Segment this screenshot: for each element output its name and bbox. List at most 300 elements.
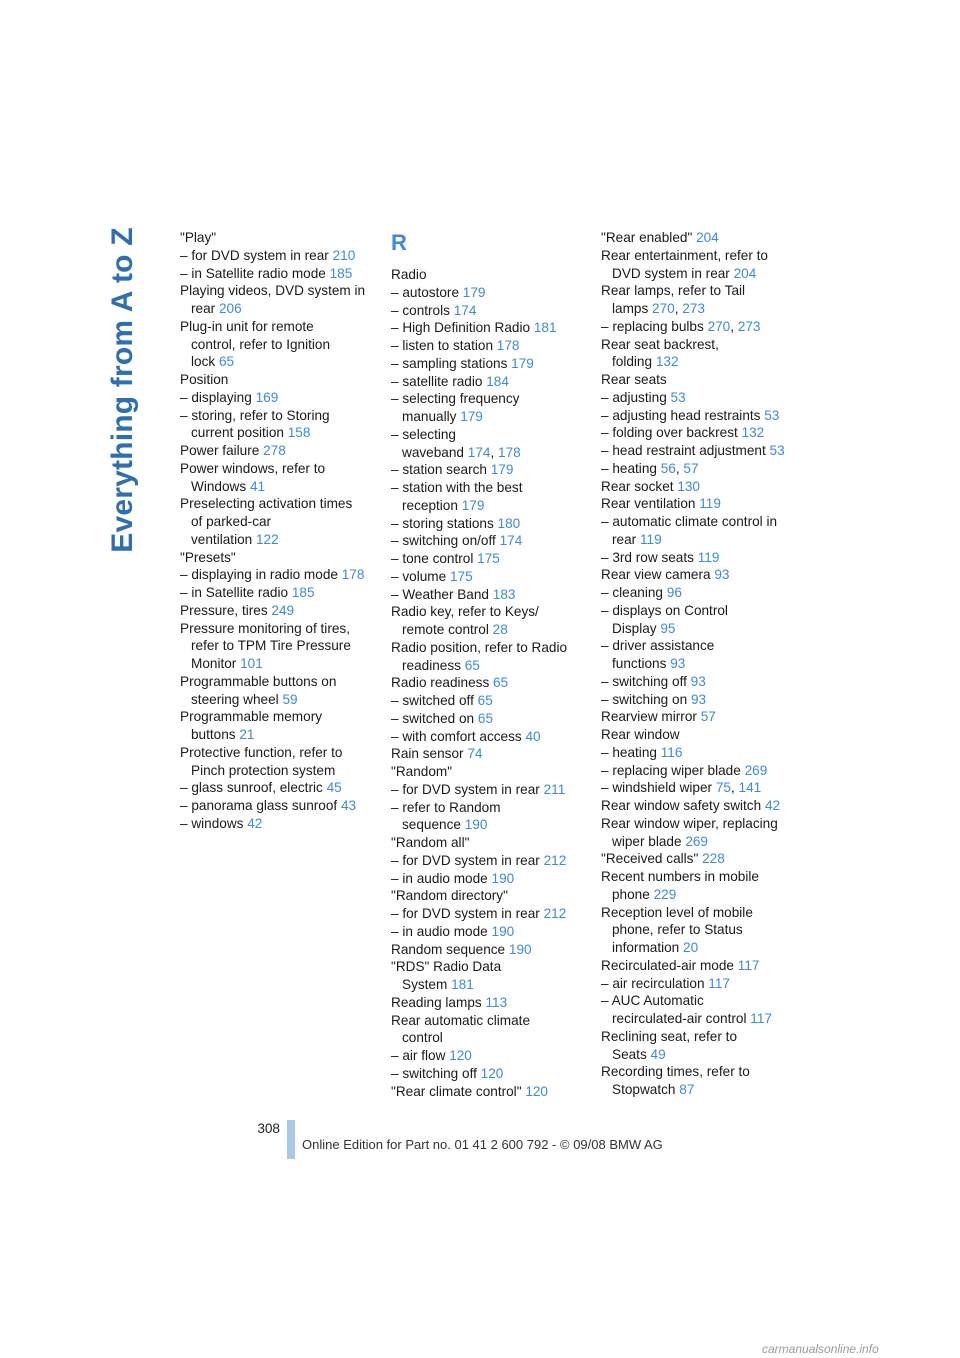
entry-text: System [402,977,448,992]
entry-text: Power failure [180,443,260,458]
index-entry [180,389,380,407]
page-reference-link[interactable]: 41 [249,478,266,494]
entry-text: – switching off [601,673,687,689]
entry-text: – listen to station [391,338,494,353]
entry-text: phone, refer to Status [612,922,743,938]
index-entry [391,674,591,692]
page-reference-link[interactable]: 174 [453,302,477,318]
page-reference-link[interactable]: 190 [491,923,515,939]
entry-text: Rain sensor [391,746,464,762]
index-entry [180,495,380,548]
entry-text: – for DVD system in rear [391,852,540,868]
index-entry [601,992,801,1028]
index-column-2 [391,229,591,1100]
entry-text: Protective function, refer to [180,744,343,760]
entry-text: Radio readiness [391,675,490,691]
index-entry [601,1028,801,1064]
index-entry [391,781,591,799]
entry-text: – storing, refer to Storing [180,407,330,423]
index-entry [601,407,801,425]
page-reference-link[interactable]: 43 [340,798,357,813]
entry-text: – satellite radio [391,373,483,389]
entry-text: Rear automatic climate [391,1012,531,1028]
index-entry [601,389,801,407]
index-entry [601,673,801,691]
page-reference-link[interactable]: 181 [533,320,557,336]
entry-text: – with comfort access [391,728,522,744]
page-reference-link[interactable]: 204 [733,265,757,281]
index-entry [391,799,591,835]
entry-text: – adjusting head restraints [601,407,761,423]
page-reference-link[interactable]: 178 [498,444,521,460]
index-entry [391,710,591,728]
entry-text: waveband [402,444,464,460]
page-reference-link[interactable]: 190 [491,870,515,886]
index-entry [180,797,380,815]
index-entry [601,744,801,762]
side-title [88,227,158,553]
page-reference-link[interactable]: 101 [240,656,263,671]
entry-text: Seats [612,1046,647,1062]
index-entry [180,779,380,797]
index-entry [391,692,591,710]
page-reference-link[interactable]: 212 [543,852,567,868]
entry-text: – Weather Band [391,586,489,602]
page-reference-link[interactable]: 113 [485,994,508,1010]
index-entry [180,708,380,744]
entry-text: – storing stations [391,515,494,531]
entry-text: folding [612,354,653,370]
entry-text: – replacing bulbs [601,318,704,334]
entry-text: – glass sunroof, electric [180,780,323,796]
entry-text: "Rear climate control" [391,1083,522,1099]
entry-text: Reclining seat, refer to [601,1028,738,1044]
entry-text: – displaying in radio mode [180,567,338,583]
page-reference-link[interactable]: 49 [650,1046,666,1062]
index-entry [601,584,801,602]
page-reference-link[interactable]: 178 [496,338,520,353]
entry-text: – windshield wiper [601,780,713,796]
entry-text: Rear view camera [601,567,711,583]
entry-text: reception [402,497,458,513]
index-entry [601,549,801,567]
index-entry [391,870,591,888]
entry-text: "Random" [391,764,453,779]
page-reference-link[interactable]: 28 [492,622,508,637]
entry-text: – controls [391,302,450,318]
index-entry [180,460,380,496]
index-entry [180,566,380,584]
entry-text: "Presets" [180,549,236,565]
index-entry [391,603,591,639]
index-entry [391,923,591,941]
index-entry [601,957,801,975]
page-reference-link[interactable]: 40 [525,728,541,744]
index-entry [391,373,591,391]
index-entry [391,302,591,320]
entry-text: sequence [402,817,461,833]
page-reference-link[interactable]: 158 [287,425,311,441]
entry-text: Radio key, refer to Keys/ [391,604,539,620]
index-entry [391,550,591,568]
entry-text: Playing videos, DVD system in [180,283,366,299]
index-entry [391,958,591,994]
index-entry [180,265,380,283]
page-reference-link[interactable]: 204 [696,230,719,245]
entry-text: – station with the best [391,480,523,495]
entry-text: buttons [191,727,236,742]
page-reference-link[interactable]: 65 [493,675,509,691]
index-entry [601,904,801,957]
page-reference-link[interactable]: 119 [639,531,662,547]
page-reference-link[interactable]: 93 [670,656,686,671]
entry-text: "Play" [180,230,217,245]
page-reference-link[interactable]: 211 [543,781,566,797]
index-column-2-entries [391,266,591,1100]
entry-text: readiness [402,657,461,673]
page-reference-link[interactable]: 190 [464,817,488,833]
entry-text: Programmable memory [180,709,323,725]
entry-text: – automatic climate control in [601,514,778,529]
page-reference-link[interactable]: 179 [490,462,514,478]
index-entry [391,1047,591,1065]
index-entry [391,266,591,284]
index-entry [180,247,380,265]
page-reference-link[interactable]: 45 [326,780,342,796]
index-entry [391,479,591,515]
page-reference-link[interactable]: 87 [679,1082,695,1097]
index-entry [601,815,801,851]
index-entry [180,371,380,389]
index-entry [391,461,591,479]
page-reference-link[interactable]: 180 [497,515,521,531]
index-entry [601,637,801,673]
page-reference-link[interactable]: 57 [683,460,699,476]
entry-text: – windows [180,815,244,831]
page-reference-link[interactable]: 184 [486,373,509,389]
page-reference-link[interactable]: 119 [699,496,721,512]
page-reference-link[interactable]: 132 [741,425,765,441]
entry-text: – autostore [391,284,460,300]
page-reference-link[interactable]: 120 [525,1083,548,1099]
entry-text: Rear socket [601,478,674,494]
entry-text: refer to TPM Tire Pressure [191,638,351,654]
page-reference-link[interactable]: 269 [685,833,708,849]
page-reference-link[interactable]: 141 [738,780,762,796]
page-reference-link[interactable]: 183 [492,586,516,602]
entry-text: DVD system in rear [612,265,730,281]
index-entry [180,229,380,247]
index-entry [601,975,801,993]
page-reference-link[interactable]: 75 [715,780,731,796]
entry-text: Radio position, refer to Radio [391,639,568,655]
index-entry [180,549,380,567]
entry-text: "Rear enabled" [601,230,693,245]
entry-text: Recording times, refer to [601,1064,750,1080]
index-entry [601,247,801,283]
entry-text: "Random directory" [391,888,508,904]
page-reference-link[interactable]: 117 [750,1011,772,1026]
page-reference-link[interactable]: 181 [451,977,474,992]
index-entry [601,371,801,389]
entry-text: Rear window wiper, replacing [601,815,778,831]
entry-text: Display [612,620,657,636]
entry-text: – station search [391,462,487,478]
entry-text: phone [612,886,650,902]
index-entry [391,284,591,302]
entry-text: "RDS" Radio Data [391,959,502,975]
entry-text: – switching off [391,1065,477,1081]
page-reference-link[interactable]: 93 [690,691,707,707]
entry-text: rear [612,531,637,547]
entry-text: – AUC Automatic [601,993,704,1009]
footer-bar [287,1120,295,1159]
footer-text: Online Edition for Part no. 01 41 2 600 792 - © 09/08 BMW AG [302,1137,663,1152]
page-reference-link[interactable]: 119 [697,549,720,565]
page-reference-link[interactable]: 178 [341,567,365,583]
entry-text: – heating [601,460,657,476]
entry-text: lock [191,354,216,370]
entry-text: rear [191,301,216,316]
index-entry [601,442,801,460]
entry-text: information [612,940,680,955]
page-reference-link[interactable]: 229 [653,886,677,902]
entry-text: – switched on [391,710,475,726]
page-reference-link[interactable]: 117 [737,957,760,973]
index-entry [391,1065,591,1083]
page-reference-link[interactable]: 74 [467,746,483,762]
index-entry [180,744,380,780]
entry-text: control [402,1030,443,1046]
page-reference-link[interactable]: 96 [666,585,682,600]
entry-text: "Random all" [391,835,470,850]
index-column-3 [601,229,801,1099]
entry-text: Power windows, refer to [180,460,326,476]
page-reference-link[interactable]: 53 [670,389,686,405]
index-entry: Rear lamps, refer to Tail lamps 270, 273 [601,283,746,316]
page-reference-link[interactable]: 21 [239,727,255,742]
entry-text: remote control [402,622,489,637]
page-reference-link[interactable]: 56 [660,460,676,476]
entry-text: Pressure, tires [180,602,268,618]
page-reference-link[interactable]: 95 [660,620,676,636]
index-entry [601,424,801,442]
entry-text: Reception level of mobile [601,904,753,920]
page-reference-link[interactable]: 179 [462,284,486,300]
index-entry [391,337,591,355]
entry-text: Rear lamps, refer to Tail [601,283,746,299]
page-reference-link[interactable]: 249 [271,602,295,618]
page-reference-link[interactable]: 53 [769,443,785,458]
index-entry: – selecting waveband 174, 178 [391,426,521,460]
entry-text: – in audio mode [391,870,488,886]
entry-text: Plug-in unit for remote [180,318,314,334]
index-entry [391,515,591,533]
entry-text: of parked-car [191,514,272,529]
index-entry [180,602,380,620]
entry-text: – replacing wiper blade [601,762,741,778]
page-reference-link[interactable]: 270 [652,301,675,316]
page-reference-link[interactable]: 210 [332,247,356,263]
index-entry [180,318,380,371]
page-reference-link[interactable]: 53 [764,407,780,423]
index-entry [180,584,380,602]
entry-text: wiper blade [612,833,682,849]
index-entry [601,708,801,726]
page-reference-link[interactable]: 169 [255,389,279,405]
entry-text: – for DVD system in rear [391,906,540,921]
entry-text: Programmable buttons on [180,673,337,689]
entry-text: Rear seats [601,372,667,387]
entry-text: Rear entertainment, refer to [601,247,768,263]
entry-text: ventilation [191,531,253,547]
page-reference-link[interactable]: 57 [700,709,716,725]
page-reference-link[interactable]: 65 [218,354,235,370]
page-reference-link[interactable]: 228 [702,851,725,867]
entry-text: Rear seat backrest, [601,336,719,352]
page-reference-link[interactable]: 190 [508,941,532,957]
entry-text: – air recirculation [601,975,705,991]
index-entry [180,282,380,318]
entry-text: Radio [391,267,427,282]
page-reference-link[interactable]: 65 [464,657,480,673]
page-reference-link[interactable]: 278 [263,443,286,458]
index-entry [391,941,591,959]
entry-text: Rear window safety switch [601,798,762,813]
index-entry [180,673,380,709]
entry-text: – in audio mode [391,923,488,939]
page-reference-link[interactable]: 42 [764,798,781,813]
index-entry [391,728,591,746]
entry-text: – air flow [391,1048,446,1063]
entry-text: – panorama glass sunroof [180,798,338,813]
index-entry [180,442,380,460]
entry-text: – folding over backrest [601,425,738,441]
page-reference-link[interactable]: 59 [282,691,298,707]
page-reference-link[interactable]: 65 [477,693,493,708]
page-reference-link[interactable]: 122 [256,531,279,547]
index-entry [391,745,591,763]
page-reference-link[interactable]: 175 [477,551,500,566]
entry-text: – cleaning [601,585,663,600]
entry-text: Stopwatch [612,1082,676,1097]
index-column-1 [180,229,380,833]
index-entry [601,513,801,549]
index-entry [601,797,801,815]
page-reference-link[interactable]: 185 [291,585,315,600]
entry-text: Random sequence [391,941,506,957]
index-entry [601,602,801,638]
index-entry [601,1063,801,1099]
entry-text: control, refer to Ignition [191,336,331,352]
entry-text: "Received calls" [601,851,699,867]
index-entry [391,1083,591,1101]
page-reference-link[interactable]: 120 [449,1048,472,1063]
entry-text: – switching on [601,691,688,707]
entry-text: – displays on Control [601,602,728,618]
entry-text: – refer to Random [391,799,501,815]
entry-text: – heating [601,744,657,760]
page-reference-link[interactable]: 120 [480,1065,504,1081]
page-reference-link[interactable]: 93 [714,567,730,583]
index-entry [391,568,591,586]
page-reference-link[interactable]: 42 [247,815,263,831]
page-reference-link[interactable]: 273 [682,301,705,316]
entry-text: steering wheel [191,691,279,707]
page-reference-link[interactable]: 270 [707,318,731,334]
page-reference-link[interactable]: 174 [467,444,491,460]
page-reference-link[interactable]: 117 [708,975,730,991]
index-entry [601,336,801,372]
index-entry: – replacing bulbs 270, 273 [601,318,761,334]
index-entry [391,1012,591,1048]
index-entry [601,726,801,744]
page-reference-link[interactable]: 179 [461,497,485,513]
entry-text: recirculated-air control [612,1011,747,1026]
entry-text: – switching on/off [391,533,496,549]
index-entry [391,532,591,550]
page-reference-link[interactable]: 20 [683,940,699,955]
index-entry [601,229,801,247]
entry-text: – selecting [391,426,456,442]
entry-text: – 3rd row seats [601,549,694,565]
entry-text: Pressure monitoring of tires, [180,620,350,636]
page-reference-link[interactable]: 130 [677,478,700,494]
entry-text: – volume [391,568,447,584]
page-reference-link[interactable]: 116 [660,744,683,760]
entry-text: Preselecting activation times [180,496,353,512]
entry-text: – driver assistance [601,638,715,654]
page-reference-link[interactable]: 212 [543,906,567,921]
watermark: carmanualsonline.info [762,1342,879,1356]
page-reference-link[interactable]: 185 [329,265,353,281]
entry-text: Recirculated-air mode [601,957,734,973]
entry-text: – sampling stations [391,355,508,371]
entry-text: Rearview mirror [601,709,697,725]
page-reference-link[interactable]: 269 [744,762,768,778]
entry-text: Reading lamps [391,994,482,1010]
index-entry: – heating 56, 57 [601,460,699,476]
page-reference-link[interactable]: 132 [655,354,679,370]
entry-text: Rear window [601,727,680,742]
page-reference-link[interactable]: 65 [477,710,494,726]
page-reference-link[interactable]: 273 [737,318,761,334]
page-reference-link[interactable]: 174 [499,533,523,549]
index-entry [180,620,380,673]
index-entry [601,566,801,584]
entry-text: Monitor [191,656,237,671]
index-entry [601,762,801,780]
index-entry [391,586,591,604]
page-reference-link[interactable]: 179 [460,409,483,424]
index-entry [601,868,801,904]
entry-text: – tone control [391,551,474,566]
page-reference-link[interactable]: 93 [690,673,706,689]
page-reference-link[interactable]: 179 [511,355,534,371]
index-entry [391,319,591,337]
page-reference-link[interactable]: 175 [449,568,473,584]
entry-text: lamps [612,301,649,316]
entry-text: Recent numbers in mobile [601,869,759,884]
entry-text: – selecting frequency [391,391,520,407]
page-reference-link[interactable]: 206 [218,301,242,316]
entry-text: – for DVD system in rear [391,781,540,797]
entry-text: – switched off [391,693,474,708]
entry-text: – in Satellite radio [180,585,289,600]
entry-text: Pinch protection system [191,762,336,778]
entry-text: Windows [191,478,247,494]
entry-text: manually [402,409,457,424]
